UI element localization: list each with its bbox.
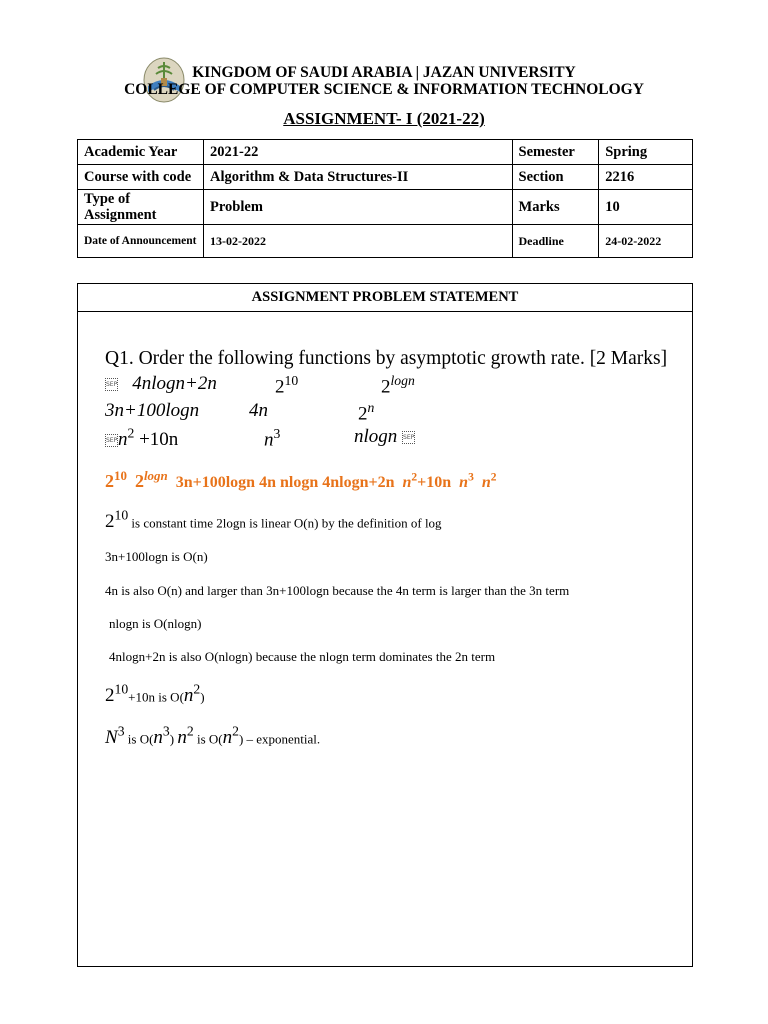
explanation-1: $2^{10}$ is constant time 2logn is linear O(n) by the definition of log (105, 508, 442, 533)
date-value: 13-02-2022 (204, 225, 513, 258)
function-3n-100logn: 3n+100logn (105, 400, 200, 421)
placeholder-icon: SEP (105, 434, 118, 447)
answer-n2-10n: $n^2+10n$ (402, 471, 452, 491)
date-label: Date of Announcement (78, 225, 204, 258)
semester-label: Semester (512, 140, 599, 165)
header-line-1: KINGDOM OF SAUDI ARABIA | JAZAN UNIVERSITY (192, 64, 576, 81)
explanation-2: 3n+100logn is O(n) (105, 549, 208, 564)
problem-heading: ASSIGNMENT PROBLEM STATEMENT (78, 284, 692, 312)
course-value: Algorithm & Data Structures-II (204, 165, 513, 190)
function-2-pow-n: 2$^n$ (358, 400, 375, 425)
placeholder-icon: SEP (105, 378, 118, 391)
answer-n2: $n^2$ (481, 471, 497, 491)
question-text: Q1. Order the following functions by asymptotic growth rate. [2 Marks] (105, 348, 668, 369)
explanation-5: 4nlogn+2n is also O(nlogn) because the nlogn term dominates the 2n term (109, 649, 496, 664)
placeholder-icon: SEP (402, 431, 415, 444)
type-label: Type of Assignment (78, 190, 204, 225)
marks-value: 10 (599, 190, 693, 225)
explanation-4: nlogn is O(nlogn) (109, 616, 202, 631)
explanation-3: 4n is also O(n) and larger than 3n+100logn because the 4n term is larger than the 3n term (105, 583, 570, 598)
answer-2-pow-logn: $2^{logn}$ (134, 468, 168, 491)
function-2-pow-10: $2^{10}$ (275, 373, 299, 398)
explanation-6: $2^{10}+10n$ is $O(n^2)$ (105, 682, 205, 707)
functions-row-2 (105, 400, 375, 425)
answer-order (105, 468, 497, 492)
section-label: Section (512, 165, 599, 190)
header-line-2: COLLEGE OF COMPUTER SCIENCE & INFORMATION TECHNOLOGY (124, 81, 644, 98)
semester-value: Spring (599, 140, 693, 165)
course-label: Course with code (78, 165, 204, 190)
function-4n: 4n (249, 400, 268, 421)
type-value: Problem (204, 190, 513, 225)
problem-statement-box (77, 283, 693, 967)
function-2-pow-logn: $2^{logn}$ (381, 373, 415, 398)
assignment-title: ASSIGNMENT- I (2021-22) (283, 109, 485, 128)
function-4nlogn: 4nlogn+2n (132, 373, 217, 394)
function-nlogn: nlogn SEP (354, 426, 415, 447)
function-n3: $n^3$ (264, 426, 281, 451)
answer-n3: $n^3$ (459, 471, 474, 491)
functions-row-1 (105, 373, 415, 398)
deadline-label: Deadline (512, 225, 599, 258)
explanation-7: $N^3$ is $O(n^3)$ $n^2$ is $O(n^2)$ – exponential. (105, 724, 321, 749)
assignment-info-table (77, 139, 693, 258)
functions-row-3 (105, 426, 415, 451)
academic-year-value: 2021-22 (204, 140, 513, 165)
academic-year-label: Academic Year (78, 140, 204, 165)
answer-middle-terms: 3n+100logn 4n nlogn 4nlogn+2n (175, 474, 395, 491)
marks-label: Marks (512, 190, 599, 225)
answer-2-pow-10: $2^{10}$ (105, 468, 127, 491)
section-value: 2216 (599, 165, 693, 190)
function-n2-10n: $n^2 +10n$ (118, 426, 179, 451)
deadline-value: 24-02-2022 (599, 225, 693, 258)
